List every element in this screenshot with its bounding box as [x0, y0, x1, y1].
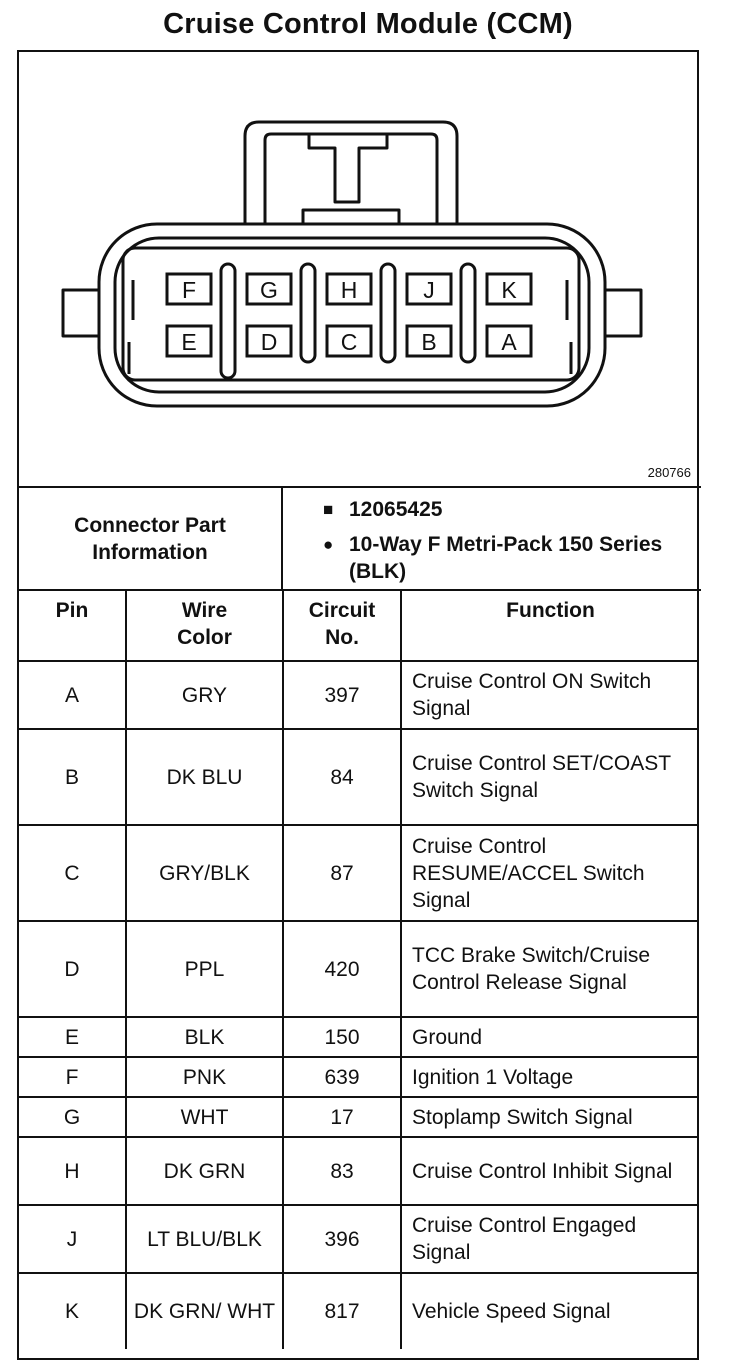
- table-cell-function: Cruise Control Inhibit Signal: [401, 1137, 699, 1205]
- terminal-label-j: J: [423, 277, 435, 303]
- table-cell-circuit-no: 150: [283, 1017, 401, 1057]
- terminal-label-d: D: [260, 329, 278, 355]
- latch-tab: [309, 134, 387, 202]
- table-cell-circuit-no: 17: [283, 1097, 401, 1137]
- terminal-label-h: H: [340, 277, 358, 303]
- terminal-separator: [461, 264, 475, 362]
- table-row: [19, 661, 699, 729]
- table-cell-function: Cruise Control ON Switch Signal: [401, 661, 699, 729]
- page-title: Cruise Control Module (CCM): [163, 8, 573, 40]
- info-label: Connector Part Information: [74, 513, 226, 564]
- table-cell-wire-color: WHT: [126, 1097, 283, 1137]
- table-cell-function: Cruise Control SET/COAST Switch Signal: [401, 729, 699, 825]
- table-row: [19, 1273, 699, 1349]
- terminal-label-a: A: [501, 329, 517, 355]
- table-cell-wire-color: BLK: [126, 1017, 283, 1057]
- bullet-icon: ■: [323, 500, 334, 519]
- part-number: 12065425: [349, 498, 443, 521]
- table-cell-pin: K: [19, 1273, 126, 1349]
- column-header-circuit-no: Circuit No.: [283, 591, 401, 661]
- info-item: [283, 531, 699, 585]
- table-cell-wire-color: GRY: [126, 661, 283, 729]
- column-header-wire-color: Wire Color: [126, 591, 283, 661]
- table-row: [19, 921, 699, 1017]
- connector-face-drawing: [19, 52, 701, 488]
- table-row: [19, 1017, 699, 1057]
- figure-number: 280766: [647, 465, 691, 480]
- connector-sheet: [17, 50, 699, 1360]
- table-row: [19, 729, 699, 825]
- table-cell-circuit-no: 397: [283, 661, 401, 729]
- info-value-cell: [283, 488, 699, 589]
- table-cell-wire-color: DK GRN/ WHT: [126, 1273, 283, 1349]
- table-cell-circuit-no: 87: [283, 825, 401, 921]
- table-cell-pin: G: [19, 1097, 126, 1137]
- table-header-row: [19, 591, 699, 661]
- info-item: [283, 496, 699, 523]
- table-cell-function: Cruise Control RESUME/ACCEL Switch Signal: [401, 825, 699, 921]
- table-cell-wire-color: PNK: [126, 1057, 283, 1097]
- table-row: [19, 1057, 699, 1097]
- table-cell-pin: D: [19, 921, 126, 1017]
- terminal-label-e: E: [181, 329, 197, 355]
- table-cell-pin: H: [19, 1137, 126, 1205]
- table-cell-function: TCC Brake Switch/Cruise Control Release Signal: [401, 921, 699, 1017]
- right-ear: [605, 290, 641, 336]
- terminal-label-f: F: [181, 277, 197, 303]
- terminal-label-b: B: [421, 329, 437, 355]
- cavity-field: [123, 248, 579, 380]
- table-row: [19, 825, 699, 921]
- table-cell-pin: F: [19, 1057, 126, 1097]
- table-cell-wire-color: DK BLU: [126, 729, 283, 825]
- pin-table: [19, 591, 699, 1349]
- terminal-label-k: K: [501, 277, 517, 303]
- table-cell-circuit-no: 396: [283, 1205, 401, 1273]
- table-cell-pin: J: [19, 1205, 126, 1273]
- terminal-label-c: C: [340, 329, 358, 355]
- table-cell-function: Ground: [401, 1017, 699, 1057]
- table-cell-wire-color: GRY/BLK: [126, 825, 283, 921]
- table-cell-function: Cruise Control Engaged Signal: [401, 1205, 699, 1273]
- bullet-icon: ●: [323, 535, 334, 554]
- left-ear: [63, 290, 99, 336]
- connector-diagram: [19, 52, 701, 488]
- column-header-function: Function: [401, 591, 699, 661]
- table-cell-circuit-no: 83: [283, 1137, 401, 1205]
- table-row: [19, 1205, 699, 1273]
- connector-body-inner: [115, 238, 589, 392]
- table-row: [19, 1137, 699, 1205]
- info-label-cell: [19, 488, 283, 589]
- table-cell-circuit-no: 817: [283, 1273, 401, 1349]
- column-header-pin: Pin: [19, 591, 126, 661]
- table-cell-pin: C: [19, 825, 126, 921]
- terminal-label-g: G: [260, 277, 278, 303]
- table-cell-circuit-no: 639: [283, 1057, 401, 1097]
- table-row: [19, 1097, 699, 1137]
- table-cell-circuit-no: 420: [283, 921, 401, 1017]
- terminal-separator: [221, 264, 235, 378]
- table-cell-function: Ignition 1 Voltage: [401, 1057, 699, 1097]
- table-cell-pin: E: [19, 1017, 126, 1057]
- table-cell-circuit-no: 84: [283, 729, 401, 825]
- table-cell-pin: A: [19, 661, 126, 729]
- table-cell-function: Vehicle Speed Signal: [401, 1273, 699, 1349]
- table-cell-wire-color: PPL: [126, 921, 283, 1017]
- table-cell-wire-color: LT BLU/BLK: [126, 1205, 283, 1273]
- table-cell-pin: B: [19, 729, 126, 825]
- terminal-separator: [301, 264, 315, 362]
- terminal-separator: [381, 264, 395, 362]
- connector-type: 10-Way F Metri-Pack 150 Series (BLK): [349, 533, 663, 583]
- table-cell-function: Stoplamp Switch Signal: [401, 1097, 699, 1137]
- table-cell-wire-color: DK GRN: [126, 1137, 283, 1205]
- pin-rows: [19, 661, 699, 1349]
- connector-part-information: [19, 488, 701, 591]
